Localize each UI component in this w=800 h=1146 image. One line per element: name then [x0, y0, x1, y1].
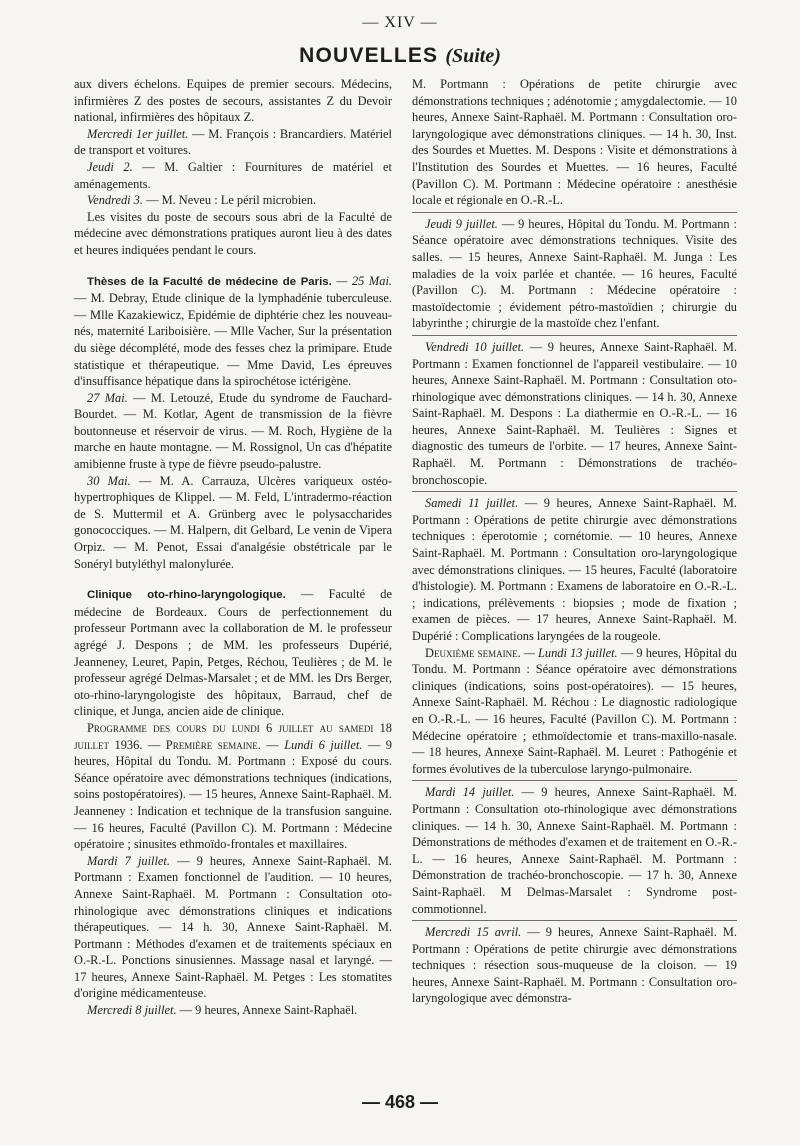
paragraph-text: — M. Debray, Etude clinique de la lymphadénie tuberculeuse. — Mlle Kazakiewicz, Epidémie de diphtérie chez les nouveau-nés, maternité Lariboisière. — Mlle Vacher, Sur la présentation du siège décomplété, mode des fesses chez la primipare. Etude statistique et thérapeutique. — Mme David, Les épreuves d'insuffisance hépatique dans la spirochétose ictérigène. — [74, 291, 392, 389]
date-label: Mardi 14 juillet. — [425, 785, 515, 800]
left-column — [74, 76, 392, 1019]
paragraph-text: — M. A. Carrauza, Ulcères variqueux ostéo-hypertrophiques de Klippel. — M. Feld, L'intradermo-réaction de S. Muttermil et A. Grünberg avec le polysaccharides gonococciques. — M. Halpern, dit Gelbard, Le venin de Vipera Orpiz. — M. Penot, Essai d'analgésie obstétricale par le Sonéryl butyléthyl malonylurée. — [74, 473, 392, 571]
paragraph-text: — M. Letouzé, Etude du syndrome de Fauchard-Bourdet. — M. Kotlar, Agent de transmission de la fièvre boutonneuse et réservoir de virus. — M. Roch, Hygiène de la marche en haute montagne. — M. Rossignol, Un cas d'hépatite amibienne fruste à type de fièvre pseudo-palustre. — [74, 390, 392, 472]
paragraph-text: — M. Neveu : Le péril microbien. — [142, 193, 317, 208]
paragraph-text: — 9 heures, Annexe Saint-Raphaël. M. Portmann : Consultation oto-rhinologique avec démonstrations cliniques. — 14 h. 30, Annexe Saint-Raphaël. M. Portmann : Démonstrations de méthodes d'examen et de traitement en O.-R.-L. — 16 heures, Annexe Saint-Raphaël. M. Portmann : Démonstration de trachéo-bronchoscopie. — 17 h. 30, Annexe Saint-Raphaël. M Delmas-Marsalet : Syndrome post-commotionnel. — [412, 785, 737, 916]
paragraph: aux divers échelons. Equipes de premier secours. Médecins, infirmières Z des postes de secours, assistantes Z du Devoir national, infirmières des hôpitaux Z. — [74, 77, 392, 125]
section-title-text: NOUVELLES — [299, 44, 439, 67]
paragraph-text: — M. François : Brancardiers. Matériel de transport et voitures. — [74, 126, 392, 158]
paragraph — [74, 159, 392, 192]
week-heading: Deuxième semaine. — [425, 645, 521, 660]
date-label: Lundi 6 juillet. — [278, 737, 363, 752]
paragraph — [412, 212, 737, 332]
paragraph-text: — 9 heures, Annexe Saint-Raphaël. M. Portmann : Examen fonctionnel de l'appareil vestibulaire. — 10 heures, Annexe Saint-Raphaël. M. Portmann : Consultation oto-rhinologique avec démonstrations cliniques. — 14 h. 30, Annexe Saint-Raphaël. M. Despons : La diathermie en O.-R.-L. — 16 heures, Annexe Saint-Raphaël. M. Teulières : Signes et diagnostic des tumeurs de l'orbite. — 17 heures, Annexe Saint-Raphaël. M. Portmann : Démonstrations de trachéo-bronchoscopie. — [412, 339, 737, 487]
clinique-paragraph — [74, 586, 392, 720]
paragraph-text: — 9 heures, Hôpital du Tondu. M. Portmann : Séance opératoire avec démonstrations cliniques (indications, soins post-opératoires). — 15 heures, Annexe Saint-Raphaël. M. Réchou : Le diagnostic radiologique en O.-R.-L. — 16 heures, Faculté (Pavillon C). M. Portmann : Médecine opératoire ; ethmoïdectomie et trans-maxillo-nasale. — 18 heures, Annexe Saint-Raphaël. M. Leuret : Pathogénie et formes évolutives de la tuberculose laryngo-pulmonaire. — [412, 645, 737, 776]
paragraph — [74, 853, 392, 1002]
paragraph-text: — M. Galtier : Fournitures de matériel et aménagements. — [74, 159, 392, 191]
date-label: 27 Mai. — [87, 390, 128, 405]
paragraph — [74, 1002, 392, 1019]
paragraph-text: — Faculté de médecine de Bordeaux. Cours de perfectionnement du professeur Portmann avec la collaboration de M. le professeur agrégé J. Despons ; de MM. les professeurs Dupérié, Jeanneney, Leuret, Papin, Petges, Réchou, Teulières ; de M. le professeur agrégé Delmas-Marsalet ; et de MM. les Drs Berger, oto-rhino-laryngologiste des hôpitaux, Barraud, chef de clinique, et Junga, ancien aide de clinique. — [74, 587, 392, 719]
programme-paragraph — [74, 720, 392, 853]
paragraph: Les visites du poste de secours sous abri de la Faculté de médecine avec démonstrations pratiques auront lieu à des dates et heures indiquées pendant le cours. — [74, 209, 392, 257]
date-label: — 25 Mai. — [331, 273, 392, 288]
paragraph-text: — 9 heures, Annexe Saint-Raphaël. M. Portmann : Opérations de petite chirurgie avec démonstrations techniques : éperotomie ; cornétomie. — 10 heures, Annexe Saint-Raphaël. M. Portmann : Consultation oro-laryngologique avec démonstrations cliniques. — 15 heures, Faculté (laboratoire d'histologie). M. Portmann : Examens de laboratoire en O.-R.-L. ; indications, prélèvements : biopsies ; mode de fixation ; examen de pièces. — 17 heures, Annexe Saint-Raphaël. M. Dupérié : Complications laryngées de la rougeole. — [412, 496, 737, 643]
paragraph — [412, 780, 737, 917]
right-column — [412, 76, 737, 1007]
date-label: Vendredi 3. — [87, 193, 143, 208]
date-label: Mercredi 8 juillet. — [87, 1003, 177, 1018]
paragraph — [74, 126, 392, 159]
programme-heading: Programme des cours du lundi 6 juillet au samedi 18 juillet 1936. — Première semaine. — — [74, 720, 392, 752]
date-label: Jeudi 2. — [87, 159, 133, 174]
paragraph — [74, 473, 392, 573]
date-label: Samedi 11 juillet. — [425, 496, 519, 511]
theses-paragraph — [74, 273, 392, 390]
date-label: 30 Mai. — [87, 473, 131, 488]
date-label: Vendredi 10 juillet. — [425, 339, 525, 354]
date-label: — Lundi 13 juillet. — [520, 645, 618, 660]
section-title — [0, 44, 800, 68]
date-label: Jeudi 9 juillet. — [425, 216, 498, 231]
paragraph-text: — 9 heures, Annexe Saint-Raphaël. M. Portmann : Opérations de petite chirurgie avec démonstrations techniques : résection sous-muqueuse de la cloison. — 19 heures, Annexe Saint-Raphaël. M. Portmann : Consultation oro-laryngologique avec démonstra- — [412, 925, 737, 1006]
paragraph — [74, 390, 392, 473]
paragraph — [412, 491, 737, 644]
paragraph — [412, 920, 737, 1007]
paragraph: M. Portmann : Opérations de petite chirurgie avec démonstrations techniques ; adénotomie ; amygdalectomie. — 10 heures, Annexe Saint-Raphaël. M. Portmann : Consultation oro-laryngologique avec démonstrations cliniques. — 14 h. 30, Inst. des Sourdes et Muettes. M. Despons : Visite et démonstrations à l'Institution des Sourdes et Muettes. — 16 heures, Faculté (Pavillon C). M. Portmann : Médecine opératoire : anesthésie locale et régionale en O.-R.-L. — [412, 77, 737, 208]
clinique-heading: Clinique oto-rhino-laryngologique. — [87, 589, 286, 602]
date-label: Mardi 7 juillet. — [87, 853, 170, 868]
roman-page-number: — XIV — — [362, 14, 438, 31]
paragraph — [412, 335, 737, 488]
section-title-suite: (Suite) — [445, 45, 501, 67]
date-label: Mercredi 1er juillet. — [87, 126, 189, 141]
paragraph — [74, 192, 392, 209]
paragraph-text: — 9 heures, Hôpital du Tondu. M. Portmann : Séance opératoire avec démonstrations techniques. Visite des salles. — 15 heures, Annexe Saint-Raphaël. M. Junga : Les maladies de la voix parlée et chantée. — 16 heures, Faculté (Pavillon C). M. Portmann : Médecine opératoire : mastoïdectomie ; évidement pétro-mastoïdien ; chirurgie du labyrinthe ; chirurgie de la mastoïde chez l'enfant. — [412, 216, 737, 331]
paragraph — [412, 645, 737, 778]
paragraph-text: — 9 heures, Hôpital du Tondu. M. Portmann : Exposé du cours. Séance opératoire avec démonstrations techniques (indications, soins postopératoires). — 15 heures, Annexe Saint-Raphaël. M. Jeanneney : Indication et technique de la transfusion sanguine. — 16 heures, Faculté (Pavillon C). M. Portmann : Médecine opératoire ; sinusites ethmoïdo-frontales et maxillaires. — [74, 737, 393, 852]
page-number: — 468 — — [361, 1092, 439, 1112]
paragraph-text: — 9 heures, Annexe Saint-Raphaël. M. Portmann : Examen fonctionnel de l'audition. — 10 heures, Annexe Saint-Raphaël. M. Portmann : Consultation oto-rhinologique avec démonstrations cliniques et indications thérapeutiques. — 14 h. 30, Annexe Saint-Raphaël. M. Portmann : Méthodes d'examen et de traitements spéciaux en O.-R.-L. Ponctions sinusiennes. Massage nasal et laryngé. — 17 heures, Annexe Saint-Raphaël. M. Petges : Les stomatites d'origine médicamenteuse. — [74, 853, 392, 1001]
date-label: Mercredi 15 avril. — [425, 925, 522, 940]
theses-heading: Thèses de la Faculté de médecine de Paris. — [87, 275, 332, 288]
paragraph-text: — 9 heures, Annexe Saint-Raphaël. — [176, 1003, 358, 1018]
